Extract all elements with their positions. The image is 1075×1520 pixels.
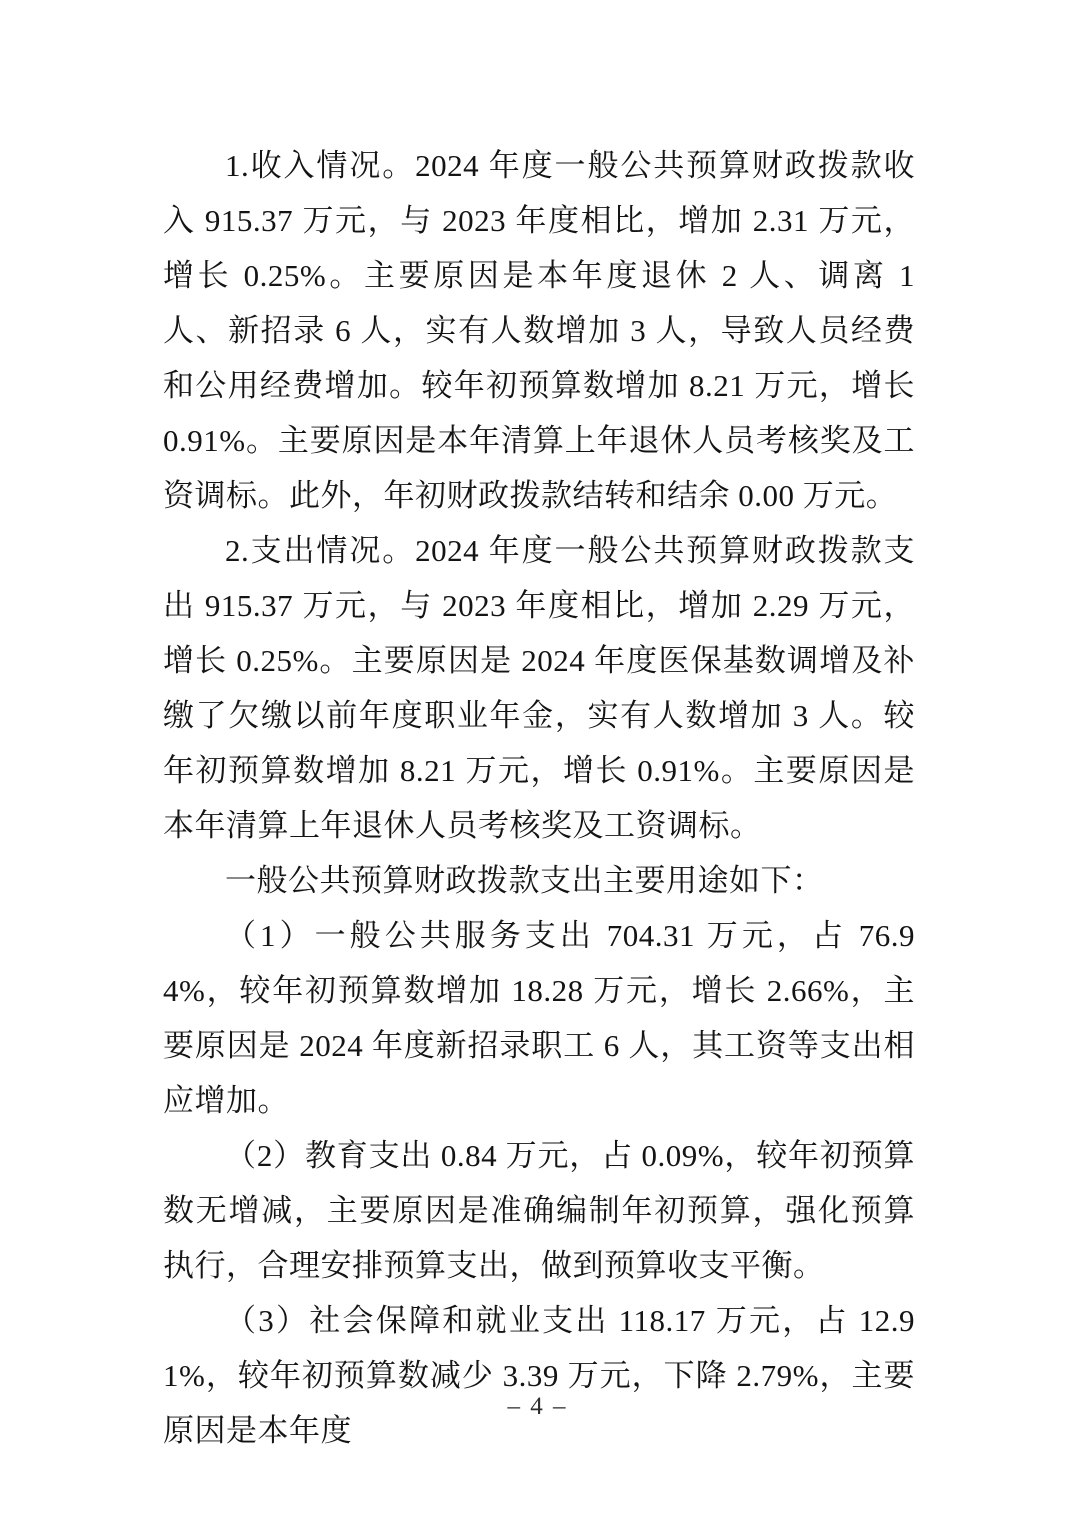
paragraph-expenditure-situation: 2.支出情况。2024 年度一般公共预算财政拨款支出 915.37 万元，与 2023 年度相比，增加 2.29 万元，增长 0.25%。主要原因是 2024 年度医保基数调增及补缴了欠缴以前年度职业年金，实有人数增加 3 人。较年初预算数增加 8.21 万元，增长 0.91%。主要原因是本年清算上年退休人员考核奖及工资调标。: [163, 533, 915, 843]
page-number: – 4 –: [507, 1393, 568, 1420]
document-body: [163, 138, 915, 1458]
paragraph-usage-intro: 一般公共预算财政拨款支出主要用途如下：: [225, 863, 824, 898]
paragraph-general-public-service: （1）一般公共服务支出 704.31 万元，占 76.94%，较年初预算数增加 18.28 万元，增长 2.66%，主要原因是 2024 年度新招录职工 6 人，其工资等支出相应增加。: [163, 918, 915, 1118]
paragraph-income-situation: 1.收入情况。2024 年度一般公共预算财政拨款收入 915.37 万元，与 2023 年度相比，增加 2.31 万元，增长 0.25%。主要原因是本年度退休 2 人、调离 1 人、新招录 6 人，实有人数增加 3 人，导致人员经费和公用经费增加。较年初预算数增加 8.21 万元，增长 0.91%。主要原因是本年清算上年退休人员考核奖及工资调标。此外，年初财政拨款结转和结余 0.00 万元。: [163, 148, 915, 513]
paragraph-social-security: （3）社会保障和就业支出 118.17 万元，占 12.91%，较年初预算数减少 3.39 万元，下降 2.79%，主要原因是本年度: [163, 1303, 915, 1448]
paragraph-education: （2）教育支出 0.84 万元，占 0.09%，较年初预算数无增减，主要原因是准确编制年初预算，强化预算执行，合理安排预算支出，做到预算收支平衡。: [163, 1138, 915, 1283]
